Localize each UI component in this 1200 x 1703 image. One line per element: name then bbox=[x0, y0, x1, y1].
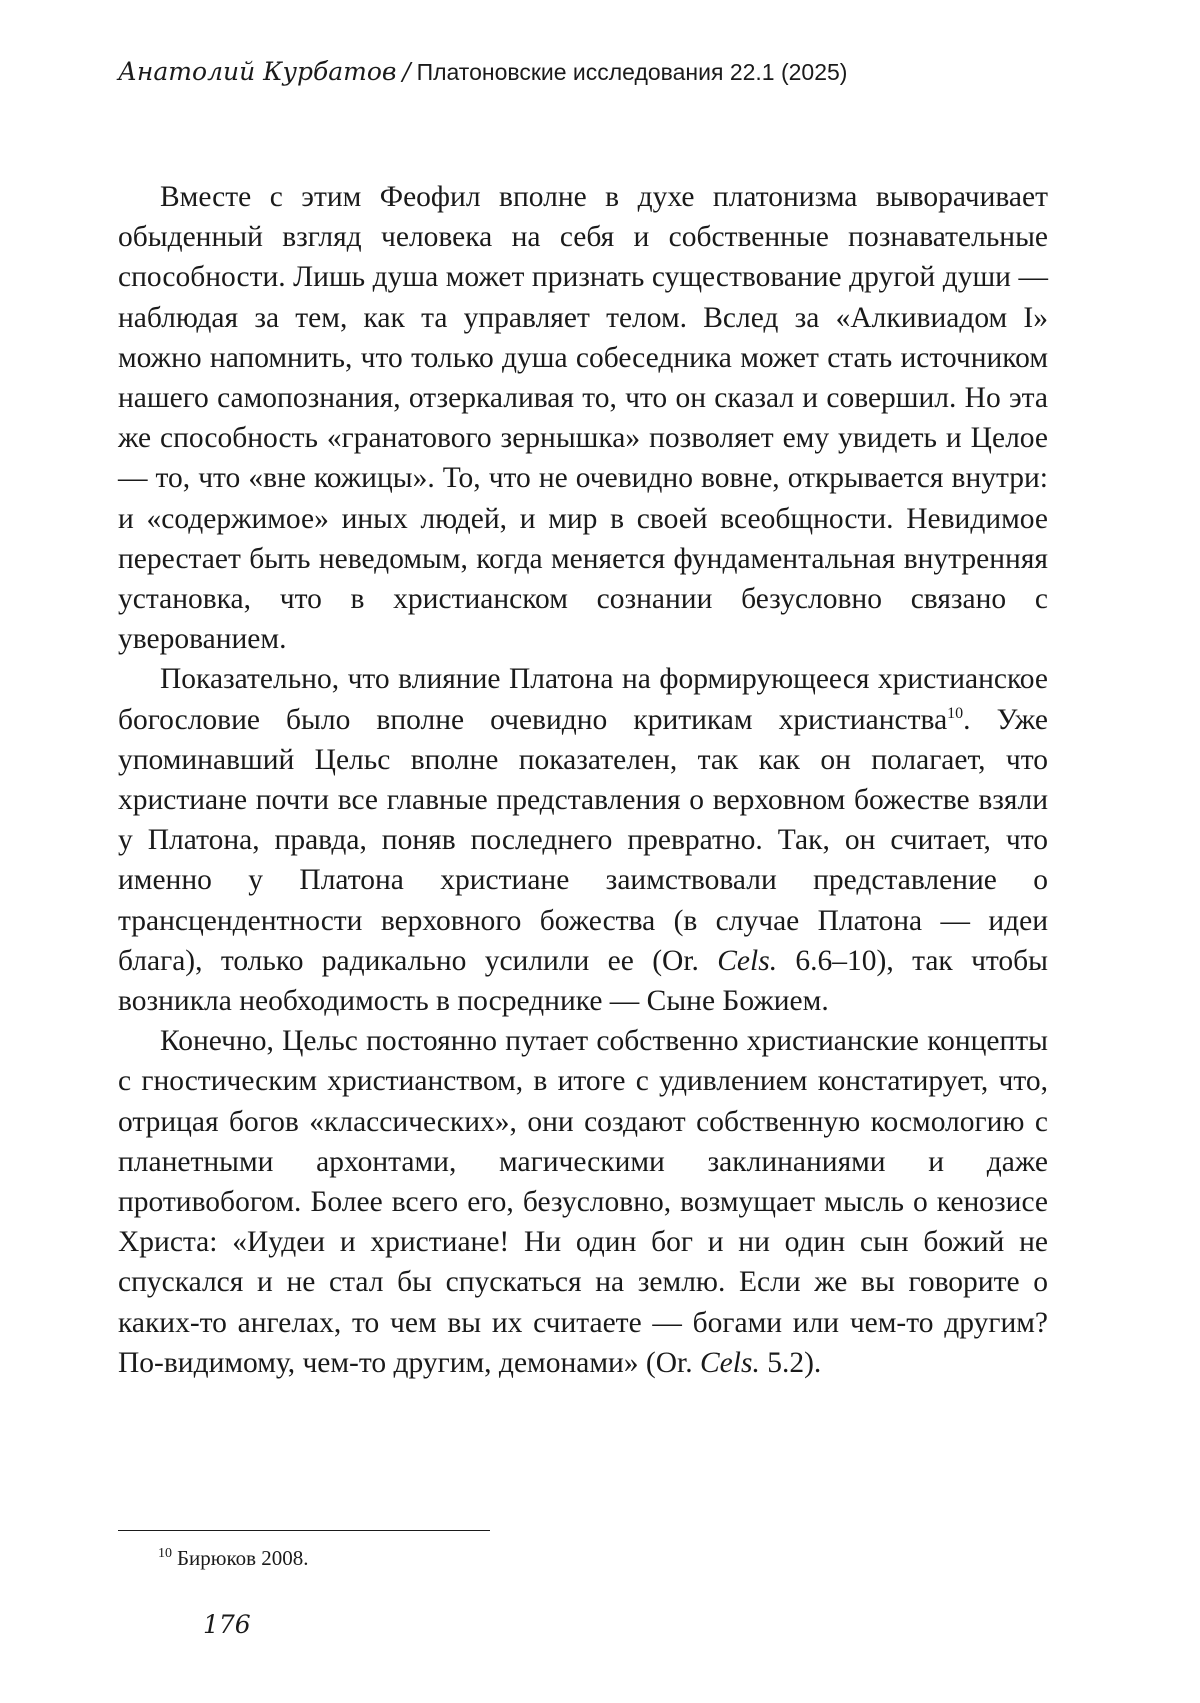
paragraph-1: Вместе с этим Феофил вполне в духе платонизма выворачивает обыденный взгляд человека на себя и собственные познавательные способности. Лишь душа может признать существование другой души — наблюдая за тем, как та управляет телом. Вслед за «Алкивиадом I» можно напомнить, что только душа собеседника может стать источником нашего самопознания, отзеркаливая то, что он сказал и совершил. Но эта же способность «гранатового зернышка» позволяет ему увидеть и Целое — то, что «вне кожицы». То, что не очевидно вовне, открывается внутри: и «содержимое» иных людей, и мир в своей всеобщности. Невидимое перестает быть неведомым, когда меняется фундаментальная внутренняя установка, что в христианском сознании безусловно связано с уверованием. bbox=[118, 181, 1048, 656]
running-head-separator: / bbox=[402, 58, 411, 86]
footnote-text: Бирюков 2008. bbox=[177, 1546, 309, 1570]
paragraph-2 bbox=[118, 659, 1048, 1021]
running-head-journal: Платоновские исследования 22.1 (2025) bbox=[416, 59, 848, 85]
paragraph-2-text-b: . Уже упоминавший Цельс вполне показателен, так как он полагает, что христиане почти все главные представления о верховном божестве взяли у Платона, правда, поняв последнего превратно. Так, он считает, что именно у Платона христиане заимствовали представление о трансцендентности верховного божества (в случае Платона — идеи блага), только радикально усилили ее (Or. bbox=[118, 703, 1048, 977]
paragraph-2-text-c: 6.6–10), так чтобы возникла необходимость в посреднике — Сыне Божием. bbox=[118, 944, 1049, 1018]
running-head bbox=[118, 52, 1078, 96]
citation-cels: Cels. bbox=[717, 944, 778, 977]
footnote-reference[interactable]: 10 bbox=[947, 704, 964, 722]
footnote-number: 10 bbox=[158, 1546, 172, 1561]
footnote-divider bbox=[118, 1530, 490, 1531]
paragraph-3 bbox=[118, 1021, 1048, 1383]
running-head-author: Анатолий Курбатов bbox=[118, 57, 397, 86]
paragraph-3-text-a: Конечно, Цельс постоянно путает собственно христианские концепты с гностическим христианством, в итоге с удивлением констатирует, что, отрицая богов «классических», они создают собственную космологию с планетными архонтами, магическими заклинаниями и даже противобогом. Более всего его, безусловно, возмущает мысль о кенозисе Христа: «Иудеи и христиане! Ни один бог и ни один сын божий не спускался и не стал бы спускаться на землю. Если же вы говорите о каких-то ангелах, то чем вы их считаете — богами или чем-то другим? По-видимому, чем-то другим, демонами» (Or. bbox=[118, 1025, 1048, 1379]
body-text bbox=[118, 177, 1048, 1383]
footnote bbox=[158, 1544, 309, 1572]
citation-cels: Cels. bbox=[700, 1346, 760, 1379]
paragraph-3-text-b: 5.2). bbox=[759, 1346, 822, 1379]
page-number: 176 bbox=[203, 1610, 251, 1639]
paragraph-2-text-a: Показательно, что влияние Платона на формирующееся христианское богословие было вполне очевидно критикам христианства bbox=[118, 663, 1048, 736]
